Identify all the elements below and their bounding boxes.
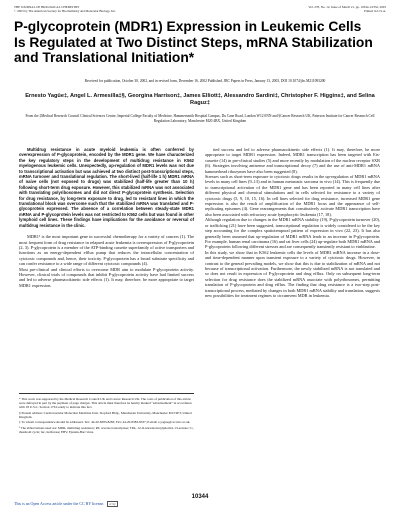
printed-in: Printed in U.S.A. — [363, 9, 386, 14]
received-dates: Received for publication, October 30, 2002, and in revised form, December 16, 2002 Published, JBC Papers in Press, January 13, 2003, DOI 10.1074/jbc.M211093200 — [84, 79, 326, 83]
abstract: Multidrug resistance in acute myeloid leukemia is often conferred by overexpression of P-glycoprotein, encoded by the MDR1 gene. We have characterized the key regulatory steps in the development of multidrug resistance in K562 myelogenous leukemic cells. Unexpectedly, up-regulation of MDR1 levels was not due to transcriptional activation but was achieved at two distinct post-transcriptional steps, mRNA turnover and translational regulation. The short-lived (half-life 1 h) MDR1 mRNA of naive cells (not exposed to drugs) was stabilized (half-life greater than 10 h) following short-term drug exposure. However, this stabilized mRNA was not associated with translating polyribosomes and did not direct P-glycoprotein synthesis. Selection for drug resistance, by long-term exposure to drug, led to resistant lines in which the translational block was overcome such that the stabilized mRNA was translated and P-glycoprotein expressed. The absence of a correlation between steady-state MDR1 mRNA and P-glycoprotein levels was not restricted to K562 cells but was found in other lymphoid cell lines. These findings have implications for the avoidance or reversal of multidrug resistance in the clinic. — [19, 147, 194, 228]
copyright-line: © 2003 by The American Society for Biochemistry and Molecular Biology, Inc. — [14, 9, 116, 14]
open-access-text[interactable]: This is an Open Access article under the CC BY license. — [14, 501, 105, 506]
footnote-address: § Present address: Cardiovascular Molecular Medicine Unit, Stopford Bldg., Manchester University, Manchester M13 9PT, United Kingdom. — [19, 410, 192, 419]
journal-name: THE JOURNAL OF BIOLOGICAL CHEMISTRY — [14, 5, 80, 9]
intro-paragraph-right: ited success and led to adverse pharmacokinetic side effects (1). It may, therefore, be more appropriate to target MDR1 expression. Indeed, MDR1 transcription has been targeted with Ets-cassette (14) in pre-clinical studies (5) and more recently by modulation of the nuclear receptor SXR (6). Strategies involving antisense and transcriptional decoy (7) and the use of anti-MDR1 mRNA hammerhead ribozymes have also been suggested (8). Stresses such as short-term exposure to cytotoxic drugs results in the up-regulation of MDR1 mRNA levels in many cell lines (9–13) and in human metastatic sarcoma in vivo (14). This is frequently due to transcriptional activation of the MDR1 gene and has been reported in many cell lines after different physical and chemical stimulations and in cells selected for resistance to a variety of cytotoxic drugs (5, 9, 10, 15, 16). In cell lines selected for drug resistance, increased MDR1 gene expression is also the result of amplification of the MDR1 locus and the appearance of self-replicating episomes (4). Gene rearrangements that constitutively activate MDR1 transcription have also been associated with refractory acute lymphocytic leukemia (17, 18). Although regulation due to changes in the MDR1 mRNA stability (19), P-glycoprotein turnover (20), or trafficking (21) have been suggested, transcriptional regulation is widely considered to be the key step accounting for the complex spatiotemporal pattern of expression in vivo (22, 23). It has also generally been assumed that up-regulation of MDR1 mRNA leads to an increase in P-glycoprotein. For example, human renal carcinoma (16) and rat liver cells (24) up-regulate both MDR1 mRNA and P-glycoprotein following different stresses and are consequently transiently resistant to vinblastine. In this study, we show that in K562 leukemic cells the levels of MDR1 mRNA increase in a dose- and time-dependent manner upon transient exposure to a variety of cytotoxic drugs. However, in contrast to the general prevailing models, we show that this is due to stabilization of mRNA and not because of transcriptional activation. Furthermore, the newly stabilized mRNA is not translated and so does not result in expression of P-glycoprotein and drug efflux. Only on subsequent long-term selection for drug resistance does the stabilized mRNA associate with polyribosomes, permitting translation of P-glycoprotein and drug efflux. The finding that drug resistance is a two-step post-transcriptional process, mediated by changes in both MDR1 mRNA stability and translation, suggests new possibilities for treatment regimes to circumvent MDR in leukemia. — [205, 147, 380, 298]
page-number: 10344 — [191, 494, 209, 500]
article-title: P-glycoprotein (MDR1) Expression in Leukemic Cells Is Regulated at Two Distinct Steps, mRNA Stabilization and Translational Initiation* — [14, 19, 373, 65]
footnotes — [19, 393, 194, 436]
left-column — [19, 147, 194, 288]
footnote-funding: * This work was supported by the Medical Research Council UK and Cancer Research UK. The costs of publication of this article were defrayed in part by the payment of page charges. This article must therefore be hereby marked “advertisement” in accordance with 18 U.S.C. Section 1734 solely to indicate this fact. — [19, 397, 192, 410]
cc-license-icon[interactable]: cc by — [109, 502, 116, 506]
affiliation: From the ‡Medical Research Council Clinical Sciences Centre, Imperial College Faculty of Medicine, Hammersmith Hospital Campus, Du Cane Road, London W12 0NN and §Cancer Research UK, Paterson Institute for Cancer Research Cell Regulation Laboratory, Manchester M20 4BX, United Kingdom — [25, 114, 375, 123]
footnote-abbreviations: ¹ The abbreviations used are: MDR, multidrug resistance; RT, reverse transcriptase; TPA, 12-O-tetradecanoylphorbol-13-acetate; Cₜ, threshold cycle; luc, luciferase; EBV, Epstein-Barr virus. — [19, 426, 194, 435]
intro-paragraph-left: MDR1¹ is the most important gene in successful chemotherapy for a variety of cancers (1). The most frequent form of drug resistance in relapsed acute leukemia is overexpression of P-glycoprotein (2, 3). P-glycoprotein is a member of the ATP-binding cassette superfamily of active transporters and functions as an energy-dependent efflux pump that reduces the intracellular concentration of cytotoxic compounds and, hence, their toxicity. P-glycoprotein has a broad substrate specificity and can confer resistance to a wide range of different cytotoxic compounds (4). Most pre-clinical and clinical efforts to overcome MDR aim to modulate P-glycoprotein activity. However, clinical trials of compounds that inhibit P-glycoprotein activity have had limited success and led to adverse pharmacokinetic side effects (1). It may, therefore, be more appropriate to target MDR1 expression. — [19, 234, 194, 288]
right-column — [205, 147, 380, 298]
journal-header — [14, 5, 116, 13]
volume-header — [308, 5, 386, 13]
volume-info: Vol. 278, No. 12, Issue of March 21, pp. 10344–10352, 2003 — [308, 5, 386, 9]
author-list: Ernesto Yagüe‡, Angel L. Armesilla‡§, Georgina Harrison‡, James Elliott‡, Alessandro Sardini‡, Christopher F. Higgins‡, and Selina Raguz‡ — [25, 93, 375, 107]
footnote-correspondence: ‡ To whom correspondence should be addressed. Tel.: 44-20-8383-8283; Fax: 44-20-8383-8337; E-mail: e.yague@csc.mrc.ac.uk. — [19, 420, 191, 425]
open-access-notice — [14, 501, 118, 507]
